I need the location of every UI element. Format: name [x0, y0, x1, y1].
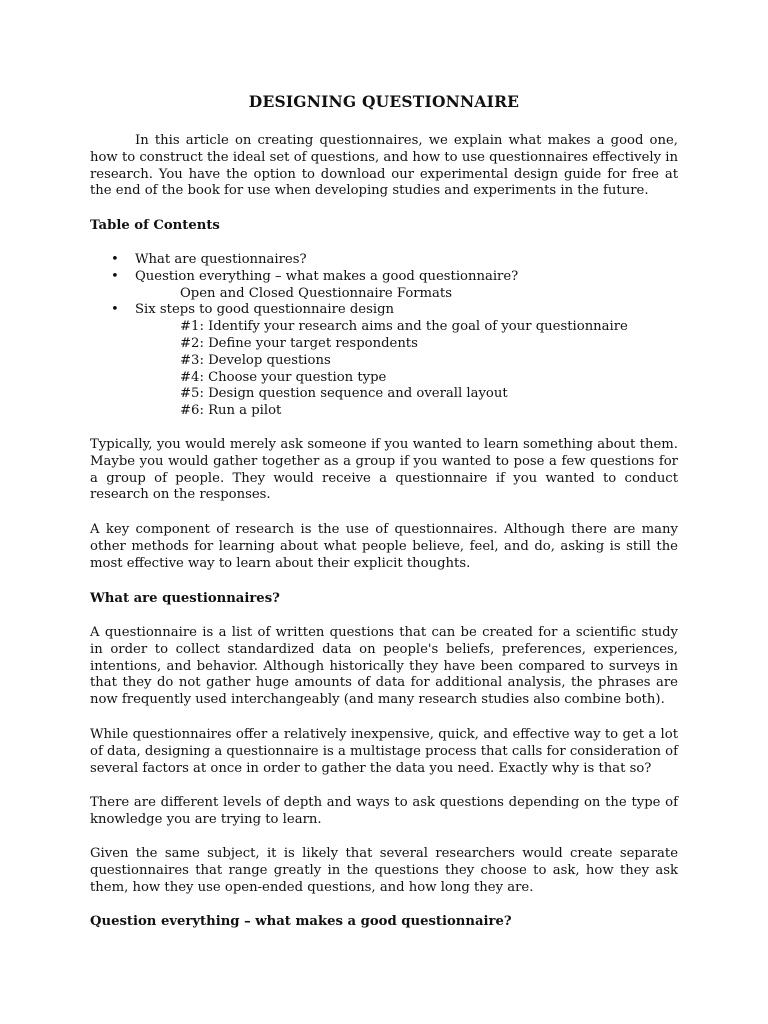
toc-item-label: Six steps to good questionnaire design: [135, 302, 395, 318]
paragraph-block: [90, 625, 678, 709]
toc-subitem: #5: Design question sequence and overall layout: [180, 386, 508, 402]
body-paragraph: Typically, you would merely ask someone if you wanted to learn something about them. Maybe you would gather together as a group if you wanted to pose a few questions for a group of people. They would receive a questionnaire if you wanted to conduct research on the responses.: [90, 437, 678, 503]
toc-subitem: #1: Identify your research aims and the goal of your questionnaire: [180, 319, 628, 335]
toc-heading-block: [90, 218, 678, 235]
section-heading-block: [90, 914, 678, 931]
toc-item: [90, 269, 678, 286]
paragraph-block: [90, 522, 678, 572]
intro-paragraph-block: [90, 133, 678, 200]
toc-subitem: #2: Define your target respondents: [180, 335, 418, 351]
body-paragraph: There are different levels of depth and ways to ask questions depending on the type of knowledge you are trying to learn.: [90, 795, 678, 827]
section-heading: Question everything – what makes a good questionnaire?: [90, 914, 512, 929]
paragraph-block: [90, 795, 678, 829]
bullet-icon: •: [111, 302, 119, 318]
paragraph-block: [90, 437, 678, 504]
section-heading-block: [90, 591, 678, 608]
toc-item: [90, 252, 678, 269]
toc-subitem: Open and Closed Questionnaire Formats: [180, 285, 452, 301]
toc-item: [90, 302, 678, 319]
body-paragraph: A questionnaire is a list of written questions that can be created for a scientific study in order to collect standardized data on people's beliefs, preferences, experiences, intentions, and behavior. Although historically they have been compared to surveys in that they do not gather huge amounts of data for additional analysis, the phrases are now frequently used interchangeably (and many research studies also combine both).: [90, 625, 678, 708]
table-of-contents: [90, 252, 678, 420]
body-paragraph: Given the same subject, it is likely that several researchers would create separate questionnaires that range greatly in the questions they choose to ask, how they ask them, how they use open-ended questions, and how long they are.: [90, 846, 678, 895]
section-heading: What are questionnaires?: [90, 591, 280, 606]
document-title: DESIGNING QUESTIONNAIRE: [248, 92, 520, 111]
bullet-icon: •: [111, 268, 119, 284]
paragraph-block: [90, 846, 678, 896]
toc-item-label: What are questionnaires?: [135, 252, 307, 267]
body-paragraph: A key component of research is the use of questionnaires. Although there are many other methods for learning about what people believe, feel, and do, asking is still the most effective way to learn about their explicit thoughts.: [90, 522, 678, 571]
toc-heading: Table of Contents: [90, 218, 220, 233]
toc-item-label: Question everything – what makes a good questionnaire?: [135, 268, 519, 284]
toc-subitem: #6: Run a pilot: [180, 403, 282, 419]
toc-subitem: #4: Choose your question type: [180, 369, 387, 385]
toc-subitem: #3: Develop questions: [180, 352, 331, 368]
body-paragraph: While questionnaires offer a relatively inexpensive, quick, and effective way to get a lot of data, designing a questionnaire is a multistage process that calls for consideration of several factors at once in order to gather the data you need. Exactly why is that so?: [90, 727, 678, 776]
intro-paragraph: In this article on creating questionnaires, we explain what makes a good one, how to construct the ideal set of questions, and how to use questionnaires effectively in research. You have the option to download our experimental design guide for free at the end of the book for use when developing studies and experiments in the future.: [90, 133, 678, 199]
paragraph-block: [90, 727, 678, 777]
bullet-icon: •: [111, 252, 119, 267]
